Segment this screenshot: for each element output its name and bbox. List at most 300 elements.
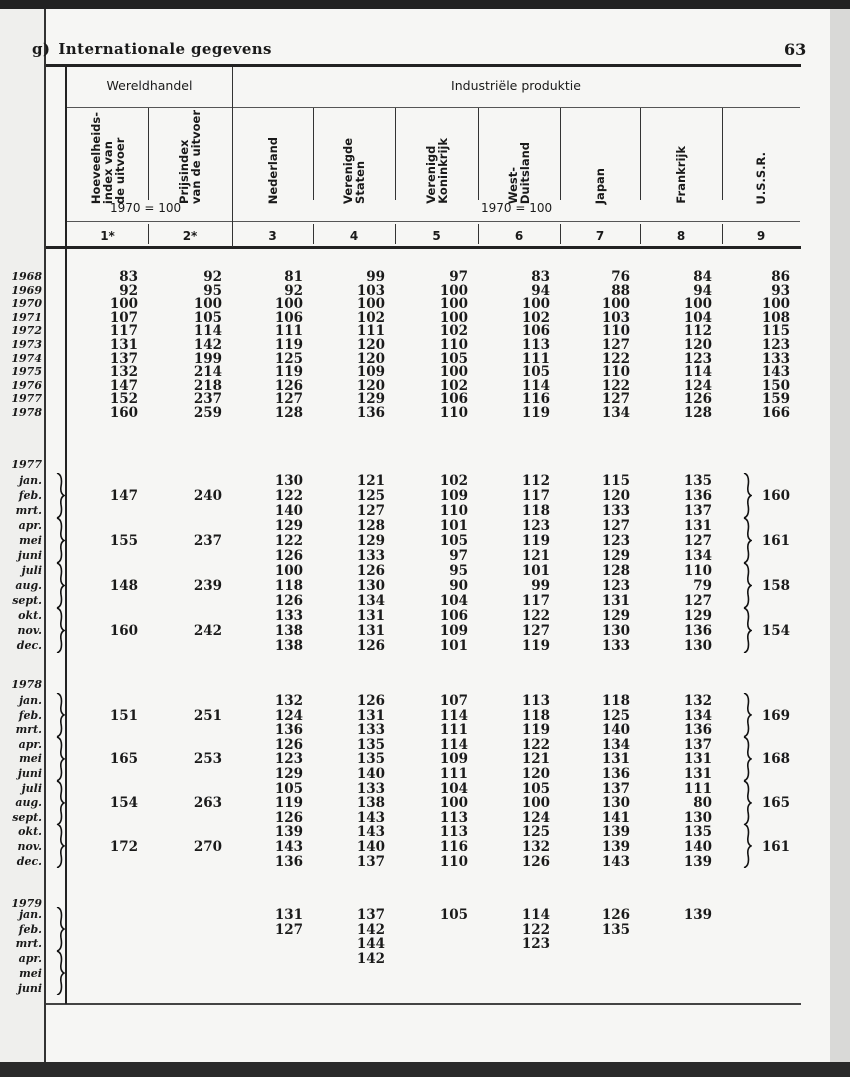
value-cell: 132 — [274, 693, 303, 709]
column-header-label: Nederland — [265, 136, 280, 204]
value-cell: 100 — [109, 296, 138, 313]
value-cell: 83 — [531, 269, 550, 285]
value-cell: 126 — [521, 853, 550, 870]
value-cell: 127 — [601, 391, 630, 408]
value-cell: 138 — [356, 795, 385, 812]
value-cell: 113 — [439, 809, 468, 826]
value-cell: 76 — [611, 269, 630, 285]
value-cell: 116 — [521, 391, 550, 408]
year-label: 1977 — [11, 458, 42, 471]
value-cell: 122 — [521, 608, 550, 624]
value-cell: 135 — [683, 824, 712, 841]
value-cell: 128 — [683, 405, 712, 421]
value-cell: 86 — [771, 269, 790, 285]
value-cell: 151 — [109, 707, 138, 724]
table-row — [65, 825, 800, 839]
table-row — [65, 694, 800, 708]
value-cell: 81 — [284, 269, 303, 285]
value-cell: 109 — [356, 364, 385, 381]
value-cell: 143 — [274, 839, 303, 855]
value-cell: 119 — [274, 795, 303, 812]
month-label: feb. — [18, 922, 42, 936]
value-cell: 99 — [366, 269, 385, 285]
value-cell: 119 — [274, 364, 303, 381]
value-cell: 101 — [439, 638, 468, 654]
value-cell: 136 — [683, 722, 712, 739]
column-header-label: Hoeveelheids- index van de uitvoer — [88, 111, 127, 204]
month-label: jan. — [19, 474, 42, 487]
value-cell: 263 — [193, 795, 222, 812]
value-cell: 111 — [439, 766, 468, 782]
value-cell: 124 — [521, 809, 550, 826]
table-row — [65, 639, 800, 653]
table-row — [65, 489, 800, 503]
value-cell: 122 — [521, 736, 550, 753]
value-cell: 166 — [761, 405, 790, 421]
value-cell: 135 — [601, 921, 630, 938]
column-number-rule — [67, 221, 800, 222]
brace-icon — [742, 608, 752, 653]
value-cell: 93 — [771, 282, 790, 299]
value-cell: 117 — [521, 593, 550, 609]
value-cell: 101 — [439, 518, 468, 534]
value-cell: 90 — [449, 578, 468, 594]
value-cell: 161 — [761, 533, 790, 549]
month-label: juni — [17, 767, 42, 780]
value-cell: 131 — [683, 766, 712, 782]
group-header-wereldhandel: Wereldhandel — [106, 78, 193, 93]
value-cell: 110 — [601, 364, 630, 381]
table-row — [65, 967, 800, 981]
brace-icon — [742, 693, 752, 737]
value-cell: 130 — [274, 473, 303, 489]
value-cell: 137 — [356, 853, 385, 870]
table-row — [65, 564, 800, 578]
table-row — [65, 504, 800, 518]
value-cell: 158 — [761, 578, 790, 594]
value-cell: 136 — [274, 722, 303, 739]
value-cell: 130 — [601, 795, 630, 812]
value-cell: 133 — [274, 608, 303, 624]
value-cell: 143 — [356, 809, 385, 826]
month-label: juli — [21, 781, 42, 795]
value-cell: 125 — [356, 488, 385, 504]
value-cell: 123 — [521, 518, 550, 534]
month-label: aug. — [15, 579, 42, 592]
value-cell: 139 — [683, 907, 712, 923]
row-label: 1974 — [11, 351, 42, 365]
brace-icon — [55, 824, 65, 868]
value-cell: 128 — [601, 563, 630, 579]
table-row — [65, 767, 800, 781]
scan-top-edge — [0, 0, 850, 9]
value-cell: 135 — [356, 751, 385, 768]
value-cell: 127 — [274, 921, 303, 938]
month-label: okt. — [18, 825, 42, 839]
value-cell: 136 — [601, 766, 630, 782]
value-cell: 199 — [193, 350, 222, 367]
value-cell: 92 — [119, 282, 138, 299]
value-cell: 100 — [761, 296, 790, 313]
column-header-label: Verenigde Staten — [341, 138, 367, 204]
value-cell: 136 — [356, 405, 385, 421]
value-cell: 121 — [521, 751, 550, 768]
table-row — [65, 855, 800, 869]
value-cell: 132 — [521, 839, 550, 855]
column-header-label: Japan — [593, 167, 607, 204]
brace-icon — [55, 693, 65, 737]
brace-icon — [742, 518, 752, 563]
value-cell: 126 — [601, 907, 630, 923]
value-cell: 110 — [683, 563, 712, 579]
value-cell: 103 — [601, 309, 630, 326]
value-cell: 123 — [601, 578, 630, 594]
value-cell: 134 — [683, 707, 712, 724]
value-cell: 133 — [601, 503, 630, 519]
value-cell: 120 — [356, 350, 385, 367]
value-cell: 108 — [761, 309, 790, 326]
value-cell: 97 — [449, 269, 468, 285]
value-cell: 111 — [521, 350, 550, 367]
table-row — [65, 752, 800, 766]
value-cell: 88 — [611, 282, 630, 299]
month-label: dec. — [16, 854, 42, 868]
value-cell: 136 — [683, 488, 712, 504]
value-cell: 118 — [274, 578, 303, 594]
value-cell: 131 — [683, 751, 712, 768]
value-cell: 143 — [761, 364, 790, 381]
brace-icon — [742, 781, 752, 825]
table-row — [65, 738, 800, 752]
value-cell: 127 — [601, 337, 630, 353]
table-row — [65, 796, 800, 810]
value-cell: 100 — [274, 563, 303, 579]
value-cell: 100 — [356, 296, 385, 313]
column-number: 1* — [100, 229, 115, 243]
brace-icon — [55, 518, 65, 563]
value-cell: 137 — [601, 780, 630, 797]
value-cell: 111 — [356, 323, 385, 340]
value-cell: 122 — [274, 488, 303, 504]
value-cell: 129 — [601, 548, 630, 564]
table-row — [65, 534, 800, 548]
table-row — [65, 982, 800, 996]
value-cell: 270 — [193, 839, 222, 855]
value-cell: 140 — [601, 722, 630, 739]
value-cell: 112 — [683, 323, 712, 340]
value-cell: 124 — [683, 377, 712, 394]
page-edge — [830, 9, 850, 1062]
value-cell: 100 — [521, 296, 550, 313]
value-cell: 104 — [439, 593, 468, 609]
value-cell: 118 — [521, 707, 550, 724]
brace-icon — [55, 473, 65, 518]
column-number: 2* — [182, 229, 198, 243]
value-cell: 143 — [356, 824, 385, 841]
value-cell: 140 — [683, 839, 712, 855]
value-cell: 152 — [109, 391, 138, 408]
value-cell: 102 — [521, 309, 550, 326]
month-label: nov. — [17, 840, 42, 853]
value-cell: 142 — [356, 921, 385, 938]
value-cell: 150 — [761, 377, 790, 394]
value-cell: 100 — [274, 296, 303, 313]
value-cell: 120 — [683, 337, 712, 353]
value-cell: 135 — [356, 736, 385, 753]
value-cell: 259 — [193, 405, 222, 421]
brace-icon — [742, 737, 752, 781]
value-cell: 109 — [439, 623, 468, 639]
column-header-label: Verenigd Koninkrijk — [423, 138, 450, 204]
value-cell: 99 — [531, 578, 550, 594]
value-cell: 111 — [683, 780, 712, 797]
value-cell: 123 — [521, 936, 550, 953]
previous-page-strip — [0, 9, 44, 1062]
value-cell: 139 — [601, 824, 630, 841]
value-cell: 137 — [683, 736, 712, 753]
month-label: juni — [17, 549, 42, 562]
value-cell: 131 — [683, 518, 712, 534]
value-cell: 237 — [193, 391, 222, 408]
value-cell: 139 — [601, 839, 630, 855]
table-row — [65, 811, 800, 825]
value-cell: 142 — [193, 337, 222, 353]
value-cell: 129 — [683, 608, 712, 624]
value-cell: 100 — [439, 364, 468, 381]
value-cell: 110 — [439, 853, 468, 870]
column-header — [313, 108, 395, 204]
month-label: feb. — [18, 489, 42, 502]
value-cell: 130 — [356, 578, 385, 594]
month-label: feb. — [18, 708, 42, 722]
value-cell: 253 — [193, 751, 222, 768]
header-bottom-rule — [46, 246, 801, 249]
month-label: mei — [19, 752, 42, 766]
table-row — [65, 782, 800, 796]
value-cell: 141 — [601, 809, 630, 826]
month-label: juni — [17, 981, 42, 995]
value-cell: 110 — [439, 337, 468, 353]
value-cell: 126 — [356, 563, 385, 579]
value-cell: 102 — [356, 309, 385, 326]
row-label: 1973 — [11, 338, 42, 351]
row-label: 1975 — [11, 365, 42, 379]
value-cell: 131 — [356, 623, 385, 639]
group-header-industrie: Industriële produktie — [451, 78, 581, 93]
brace-icon — [742, 563, 752, 608]
value-cell: 139 — [683, 853, 712, 870]
brace-icon — [742, 473, 752, 518]
value-cell: 140 — [356, 839, 385, 855]
row-label: 1977 — [11, 392, 42, 406]
value-cell: 136 — [274, 853, 303, 870]
column-header-label: Frankrijk — [674, 146, 688, 204]
table-row — [65, 594, 800, 608]
table-row — [65, 270, 800, 284]
row-label: 1970 — [11, 297, 42, 311]
value-cell: 214 — [193, 364, 222, 381]
value-cell: 115 — [761, 323, 790, 340]
value-cell: 147 — [109, 488, 138, 504]
value-cell: 119 — [521, 638, 550, 654]
value-cell: 94 — [693, 282, 712, 299]
value-cell: 106 — [274, 309, 303, 326]
value-cell: 140 — [274, 503, 303, 519]
value-cell: 218 — [193, 377, 222, 394]
value-cell: 118 — [521, 503, 550, 519]
value-cell: 239 — [193, 578, 222, 594]
value-cell: 111 — [274, 323, 303, 340]
value-cell: 105 — [439, 907, 468, 923]
column-number: 6 — [514, 229, 524, 243]
value-cell: 172 — [109, 839, 138, 855]
value-cell: 137 — [109, 350, 138, 367]
value-cell: 107 — [439, 693, 468, 709]
table-row — [65, 474, 800, 488]
value-cell: 159 — [761, 391, 790, 408]
value-cell: 119 — [521, 533, 550, 549]
value-cell: 131 — [109, 337, 138, 353]
value-cell: 133 — [356, 722, 385, 739]
brace-icon — [55, 737, 65, 781]
month-label: apr. — [18, 519, 42, 532]
value-cell: 140 — [356, 766, 385, 782]
value-cell: 242 — [193, 623, 222, 639]
value-cell: 126 — [274, 548, 303, 564]
value-cell: 95 — [449, 563, 468, 579]
column-header-label: Prijsindex van de uitvoer — [177, 110, 203, 204]
value-cell: 103 — [356, 282, 385, 299]
month-label: apr. — [18, 952, 42, 966]
table-row — [65, 338, 800, 352]
month-label: jan. — [19, 908, 42, 921]
value-cell: 100 — [439, 282, 468, 299]
table-row — [65, 908, 800, 922]
value-cell: 104 — [683, 309, 712, 326]
column-number: 5 — [432, 229, 441, 243]
value-cell: 127 — [356, 503, 385, 519]
page-title — [32, 40, 272, 58]
value-cell: 119 — [274, 337, 303, 353]
month-label: nov. — [17, 624, 42, 637]
year-label: 1979 — [11, 897, 42, 910]
value-cell: 131 — [356, 608, 385, 624]
value-cell: 83 — [119, 269, 138, 285]
value-cell: 126 — [274, 809, 303, 826]
value-cell: 121 — [356, 473, 385, 489]
value-cell: 160 — [761, 488, 790, 504]
value-cell: 133 — [601, 638, 630, 654]
value-cell: 130 — [683, 809, 712, 826]
value-cell: 129 — [356, 391, 385, 408]
value-cell: 133 — [761, 350, 790, 367]
column-header — [67, 108, 148, 204]
table-row — [65, 609, 800, 623]
value-cell: 169 — [761, 707, 790, 724]
row-label: 1969 — [11, 283, 42, 297]
value-cell: 155 — [109, 533, 138, 549]
value-cell: 105 — [193, 309, 222, 326]
brace-icon — [55, 951, 65, 995]
value-cell: 114 — [193, 323, 222, 340]
value-cell: 114 — [521, 907, 550, 923]
value-cell: 100 — [601, 296, 630, 313]
value-cell: 126 — [274, 377, 303, 394]
value-cell: 129 — [601, 608, 630, 624]
value-cell: 110 — [601, 323, 630, 340]
value-cell: 114 — [439, 707, 468, 724]
value-cell: 122 — [601, 377, 630, 394]
month-label: okt. — [18, 609, 42, 622]
value-cell: 127 — [601, 518, 630, 534]
value-cell: 160 — [109, 405, 138, 421]
table-row — [65, 624, 800, 638]
value-cell: 102 — [439, 323, 468, 340]
value-cell: 130 — [683, 638, 712, 654]
column-header-label: U.S.S.R. — [754, 151, 768, 204]
value-cell: 106 — [439, 608, 468, 624]
value-cell: 121 — [521, 548, 550, 564]
value-cell: 114 — [521, 377, 550, 394]
value-cell: 240 — [193, 488, 222, 504]
value-cell: 138 — [274, 623, 303, 639]
value-cell: 123 — [683, 350, 712, 367]
value-cell: 105 — [274, 780, 303, 797]
value-cell: 102 — [439, 473, 468, 489]
value-cell: 109 — [439, 751, 468, 768]
table-row — [65, 406, 800, 420]
table-row — [65, 840, 800, 854]
table-row — [65, 709, 800, 723]
value-cell: 105 — [439, 350, 468, 367]
value-cell: 161 — [761, 839, 790, 855]
value-cell: 127 — [521, 623, 550, 639]
value-cell: 105 — [521, 364, 550, 381]
table-top-rule — [46, 64, 801, 67]
value-cell: 106 — [439, 391, 468, 408]
month-label: jan. — [19, 694, 42, 707]
value-cell: 118 — [601, 693, 630, 709]
value-cell: 130 — [601, 623, 630, 639]
value-cell: 92 — [284, 282, 303, 299]
value-cell: 114 — [683, 364, 712, 381]
column-header — [148, 108, 232, 204]
value-cell: 125 — [274, 350, 303, 367]
value-cell: 136 — [683, 623, 712, 639]
value-cell: 106 — [521, 323, 550, 340]
section-prefix: g) — [32, 40, 51, 58]
value-cell: 133 — [356, 780, 385, 797]
column-header — [560, 108, 640, 204]
value-cell: 111 — [439, 722, 468, 739]
value-cell: 119 — [521, 722, 550, 739]
year-label: 1978 — [11, 678, 42, 691]
table-row — [65, 579, 800, 593]
value-cell: 116 — [439, 839, 468, 855]
value-cell: 148 — [109, 578, 138, 594]
value-cell: 147 — [109, 377, 138, 394]
value-cell: 100 — [439, 309, 468, 326]
value-cell: 137 — [683, 503, 712, 519]
value-cell: 100 — [439, 296, 468, 313]
value-cell: 113 — [439, 824, 468, 841]
value-cell: 100 — [683, 296, 712, 313]
value-cell: 122 — [274, 533, 303, 549]
month-label: sept. — [12, 594, 42, 607]
value-cell: 126 — [356, 638, 385, 654]
column-divider — [800, 108, 801, 118]
value-cell: 120 — [356, 377, 385, 394]
